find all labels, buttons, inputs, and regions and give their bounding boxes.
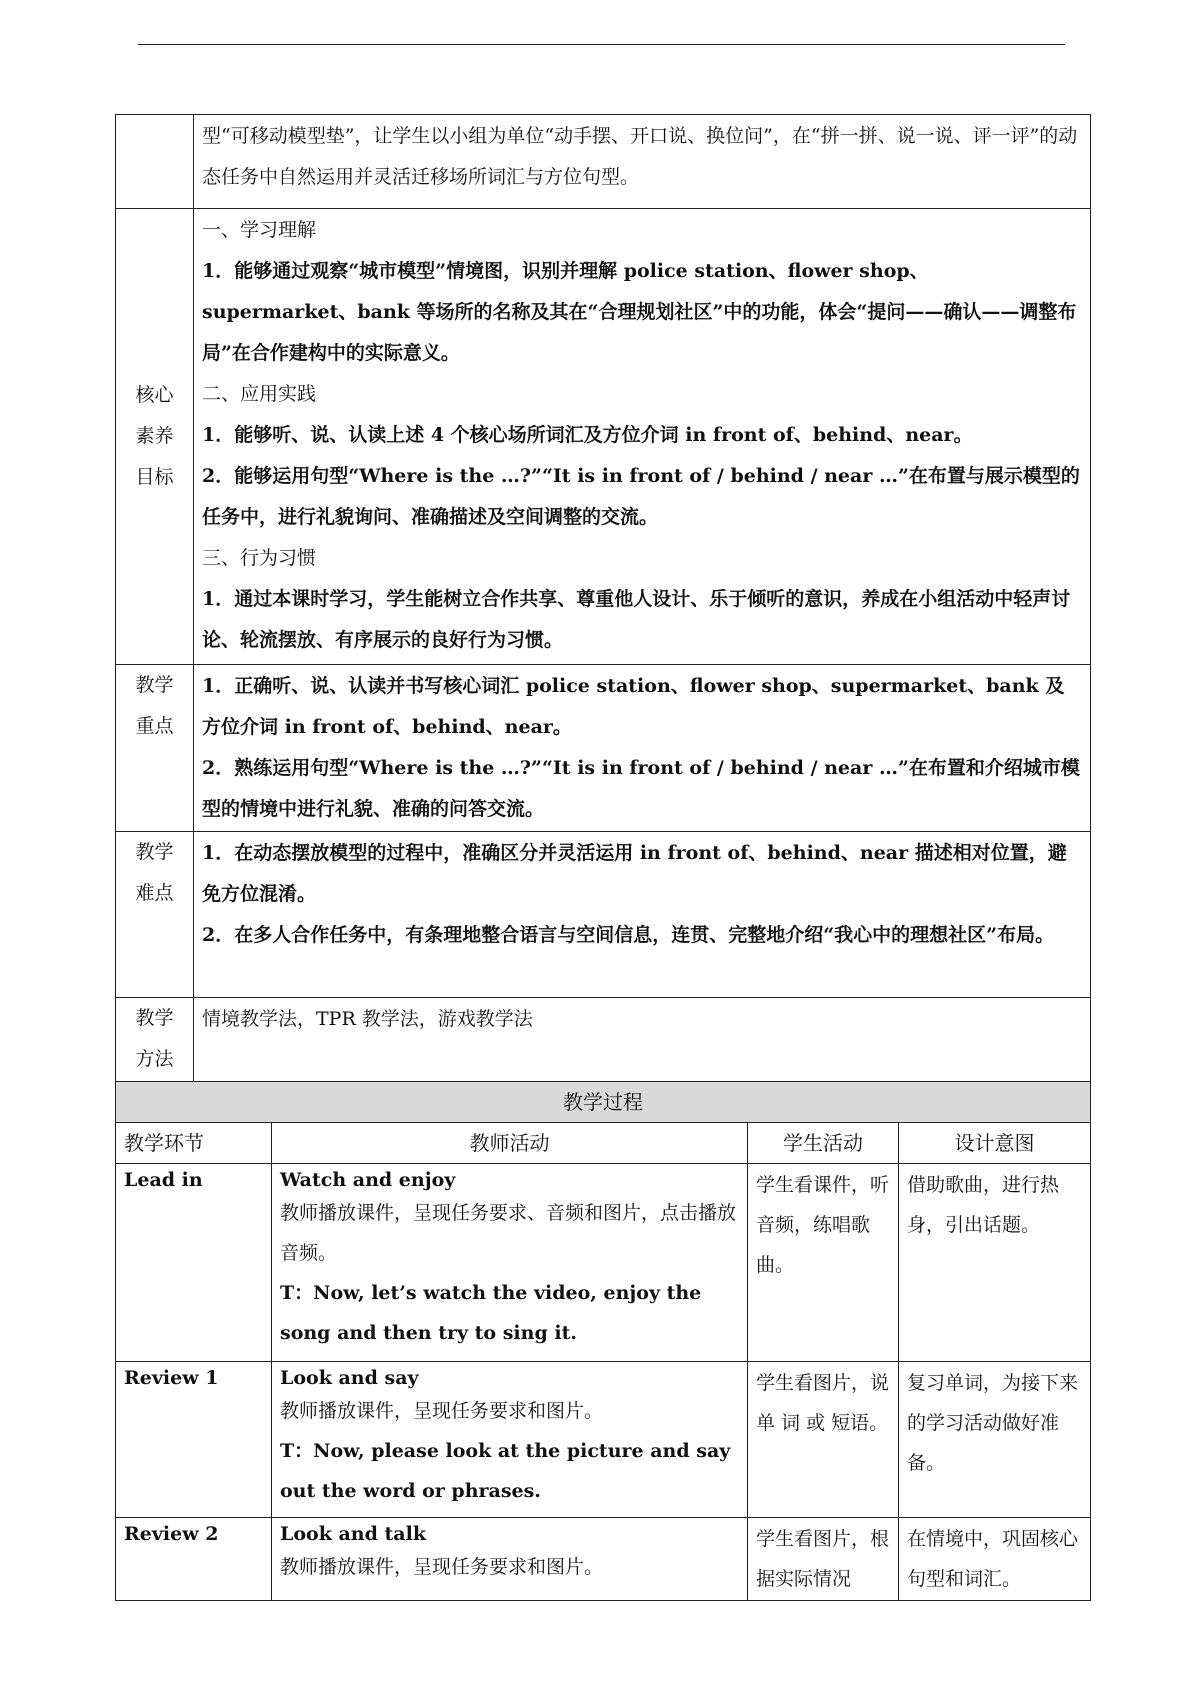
header-student: 学生活动 (748, 1122, 899, 1163)
objective-2: 1．能够听、说、认读上述 4 个核心场所词汇及方位介词 in front of、behind、near。 (202, 424, 973, 446)
stage-cell: Review 2 (116, 1517, 272, 1600)
objectives-table (115, 114, 1091, 1082)
student-cell: 学生看图片，说 单 词 或 短语。 (748, 1361, 899, 1517)
objective-4: 1．通过本课时学习，学生能树立合作共享、尊重他人设计、乐于倾听的意识，养成在小组活动中轻声讨论、轮流摆放、有序展示的良好行为习惯。 (202, 588, 1071, 651)
intent-cell: 借助歌曲，进行热身，引出话题。 (899, 1163, 1091, 1361)
method-content: 情境教学法，TPR 教学法，游戏教学法 (194, 998, 1091, 1082)
header-stage: 教学环节 (116, 1122, 272, 1163)
method-label: 教学 方法 (116, 998, 194, 1082)
teacher-cell: Look and say 教师播放课件，呈现任务要求和图片。 T：Now, please look at the picture and say out the word or phrases. (272, 1361, 748, 1517)
process-header-row (116, 1122, 1091, 1163)
intent-cell: 在情境中，巩固核心句型和词汇。 (899, 1517, 1091, 1600)
table-row (116, 1517, 1091, 1600)
empty-label-cell (116, 115, 194, 209)
heading-understanding: 一、学习理解 (202, 219, 317, 241)
student-cell: 学生看图片，根据实际情况 (748, 1517, 899, 1600)
teacher-cell: Watch and enjoy 教师播放课件，呈现任务要求、音频和图片，点击播放音频。 T：Now, let’s watch the video, enjoy the song and then try to sing it. (272, 1163, 748, 1361)
method-row (116, 998, 1091, 1082)
difficult-points-content: 1．在动态摆放模型的过程中，准确区分并灵活运用 in front of、behind、near 描述相对位置，避免方位混淆。 2．在多人合作任务中，有条理地整合语言与空间信息，连贯、完整地介绍“我心中的理想社区”布局。 (194, 832, 1091, 998)
table-row (116, 1163, 1091, 1361)
core-literacy-content (194, 209, 1091, 665)
objective-3: 2．能够运用句型“Where is the …?”“It is in front of / behind / near …”在布置与展示模型的任务中，进行礼貌询问、准确描述及空间调整的交流。 (202, 465, 1080, 528)
header-intent: 设计意图 (899, 1122, 1091, 1163)
difficult-points-row (116, 832, 1091, 998)
difficult-points-label: 教学 难点 (116, 832, 194, 998)
table-row (116, 1361, 1091, 1517)
core-literacy-label: 核心 素养 目标 (116, 209, 194, 665)
key-points-content: 1．正确听、说、认读并书写核心词汇 police station、flower shop、supermarket、bank 及方位介词 in front of、behind、near。 2．熟练运用句型“Where is the …?”“It is in front of / behind / near …”在布置和介绍城市模型的情境中进行礼貌、准确的问答交流。 (194, 665, 1091, 832)
core-literacy-row (116, 209, 1091, 665)
header-rule (138, 44, 1065, 45)
continuation-row (116, 115, 1091, 209)
stage-cell: Lead in (116, 1163, 272, 1361)
teacher-cell: Look and talk 教师播放课件，呈现任务要求和图片。 (272, 1517, 748, 1600)
process-title: 教学过程 (116, 1081, 1091, 1122)
heading-application: 二、应用实践 (202, 383, 317, 405)
student-cell: 学生看课件，听音频，练唱歌曲。 (748, 1163, 899, 1361)
intent-cell: 复习单词，为接下来的学习活动做好准备。 (899, 1361, 1091, 1517)
objective-1: 1．能够通过观察“城市模型”情境图，识别并理解 police station、flower shop、supermarket、bank 等场所的名称及其在“合理规划社区”中的功能，体会“提问——确认——调整布局”在合作建构中的实际意义。 (202, 260, 1077, 364)
continuation-text: 型“可移动模型垫”，让学生以小组为单位“动手摆、开口说、换位问”，在“拼一拼、说一说、评一评”的动态任务中自然运用并灵活迁移场所词汇与方位句型。 (194, 115, 1091, 209)
header-teacher: 教师活动 (272, 1122, 748, 1163)
heading-habits: 三、行为习惯 (202, 547, 317, 569)
process-title-row (116, 1081, 1091, 1122)
key-points-label: 教学 重点 (116, 665, 194, 832)
lesson-plan-document (115, 114, 1091, 1601)
stage-cell: Review 1 (116, 1361, 272, 1517)
process-table (115, 1081, 1091, 1601)
key-points-row (116, 665, 1091, 832)
